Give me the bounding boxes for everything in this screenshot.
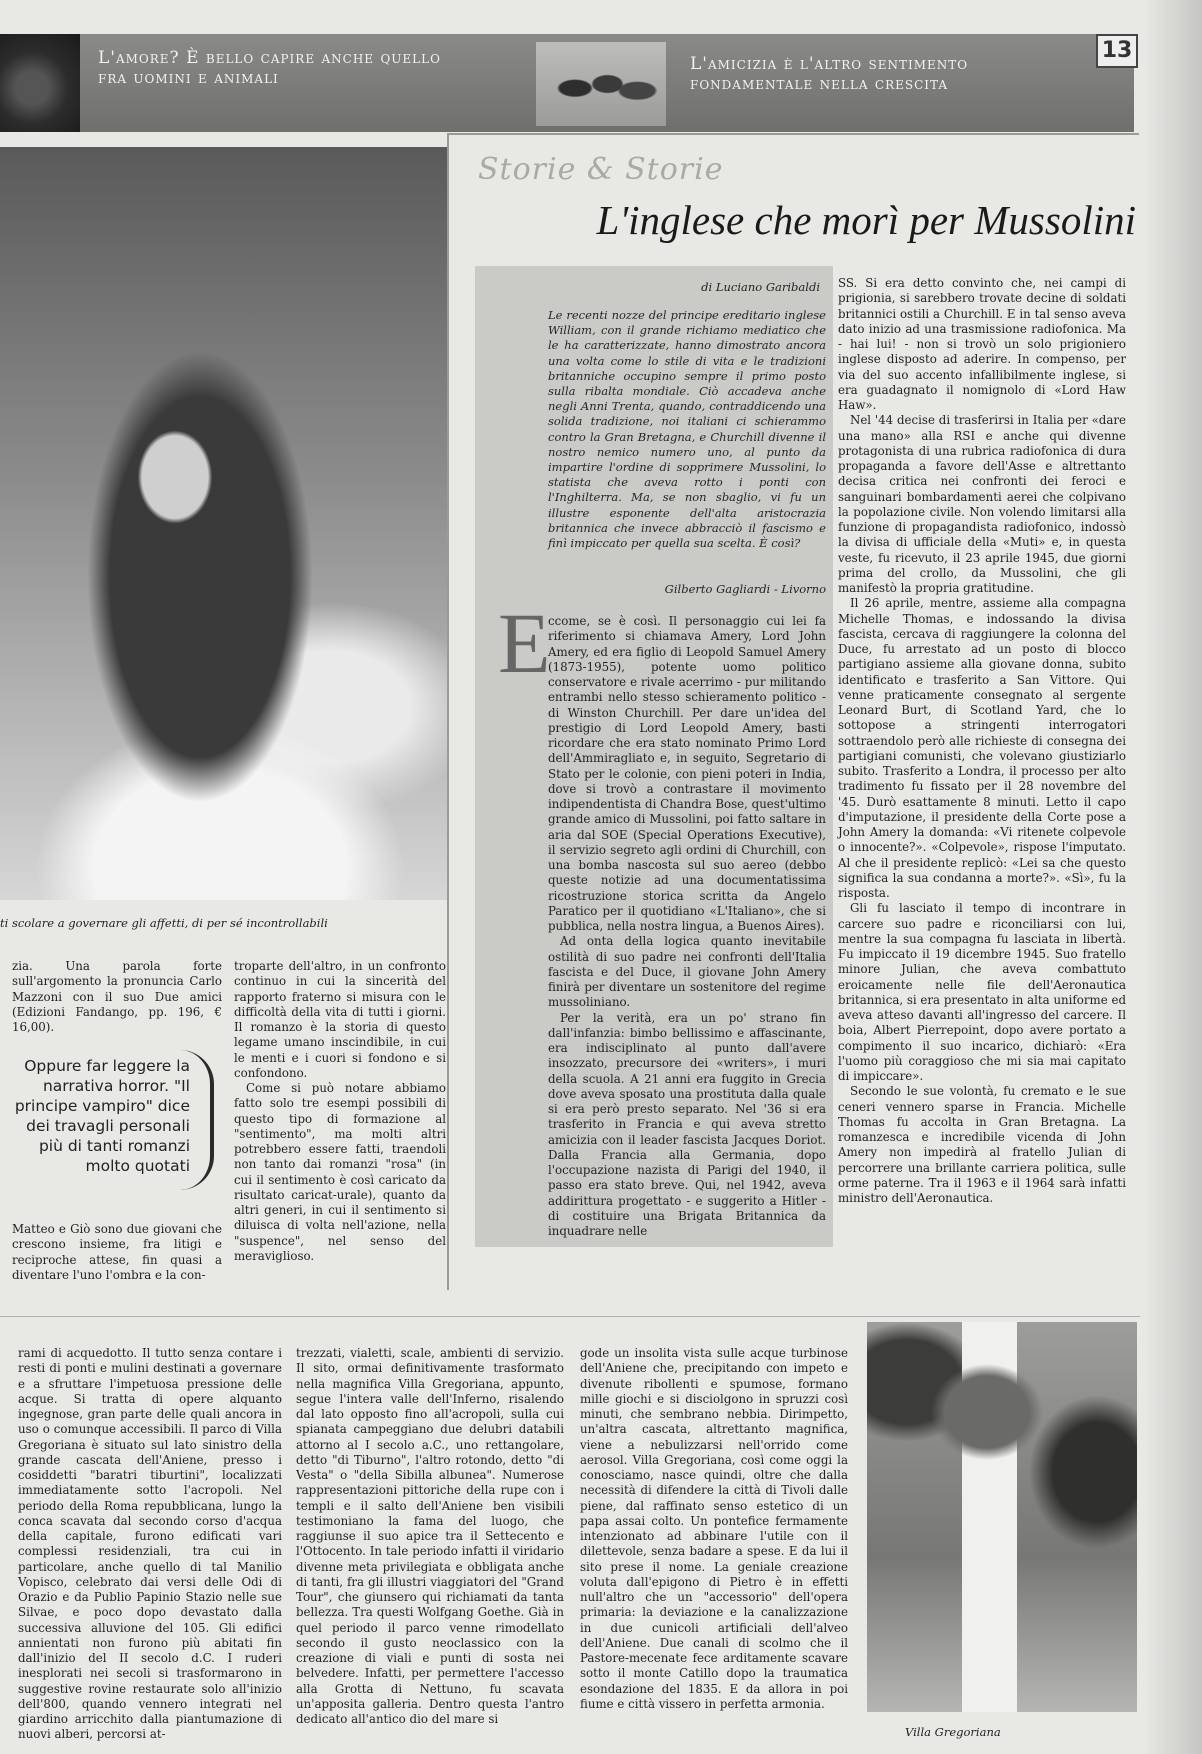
- article-paragraph: Nel '44 decise di trasferirsi in Italia per «dare una mano» alla RSI e anche qui divenne protagonista di una rubrica radiofonica di dura propaganda a favore dell'Asse e altrettanto decisa critica nei confronti dei feroci e sanguinari bombardamenti aerei che colpivano la popolazione civile. Non volendo limitarsi alla funzione di propagandista radiofonico, indossò la divisa di ufficiale della «Muti» e, in questa veste, fu ricevuto, il 23 aprile 1945, due giorni prima del crollo, da Mussolini, che gli manifestò la propria gratitudine.: [838, 413, 1126, 595]
- article-paragraph: Ad onta della logica quanto inevitabile ostilità di suo padre nei confronti dell'Italia fascista e del Duce, il giovane John Amery finirà per diventare un sostenitore del regime mussoliniano.: [548, 934, 826, 1010]
- article-paragraph: Gli fu lasciato il tempo di incontrare in carcere suo padre e riconciliarsi con lui, mentre la sua compagna fu lasciata in libertà. Fu impiccato il 19 dicembre 1945. Suo fratello minore Julian, che aveva combattuto eroicamente nelle file dell'Aeronautica britannica, si era presentato in alta uniforme ed aveva atteso davanti all'ingresso del carcere. Il boia, Albert Pierrepoint, dopo avere portato a compimento il suo incarico, dichiarò: «Era l'uomo più coraggioso che mi sia mai capitato di impiccare».: [838, 901, 1126, 1083]
- letter-signature: Gilberto Gagliardi - Livorno: [664, 582, 826, 596]
- header-left-photo: [0, 34, 80, 132]
- bottom-column-3: [580, 1346, 848, 1712]
- drop-cap: E: [498, 595, 551, 691]
- page-number: 13: [1096, 34, 1138, 68]
- article-column-2: [838, 276, 1126, 1206]
- reader-letter: Le recenti nozze del principe ereditario inglese William, con il grande richiamo mediatico che le ha caratterizzate, hanno dimostrato ancora una volta come lo stile di vita e le tradizioni britanniche occupino sempre il primo posto sulla ribalta mondiale. Ciò accadeva anche negli Anni Trenta, quando, contraddicendo una solida tradizione, noi italiani ci schierammo contro la Gran Bretagna, e Churchill divenne il nostro nemico numero uno, al punto da impartire l'ordine di sopprimere Mussolini, lo statista che aveva rotto i ponti con l'Inghilterra. Ma, se non sbaglio, vi fu un illustre esponente dell'alta aristocrazia britannica che invece abbracciò il fascismo e finì impiccato per quella sua scelta. È così?: [548, 308, 826, 551]
- body-paragraph: trezzati, vialetti, scale, ambienti di servizio. Il sito, ormai definitivamente trasformato nella magnifica Villa Gregoriana, appunto, segue l'intera valle dell'Inferno, risalendo dal lato opposto fino all'acropoli, sulla cui spianata campeggiano due delubri databili attorno al I secolo a.C., uno rettangolare, detto "di Tiburno", l'altro rotondo, detto "di Vesta" o "della Sibilla albunea". Numerose rappresentazioni pittoriche della rupe con i templi e il salto dell'Aniene ben visibili testimoniano la fama del luogo, che raggiunse il suo apice tra il Settecento e l'Ottocento. In tale periodo infatti il viridario divenne meta privilegiata e obbligata anche di tanti, fra gli illustri viaggiatori del "Grand Tour", che giunsero qui richiamati da tanta bellezza. Tra questi Wolfgang Goethe. Già in quel periodo il parco venne rimodellato secondo il gusto neoclassico con la creazione di viali e punti di sosta nei belvedere. Infatti, per permettere l'accesso alla Grotta di Nettuno, fu scavata un'apposita galleria. Dentro questa l'antro dedicato all'antico dio del mare si: [296, 1346, 564, 1726]
- body-paragraph: gode un insolita vista sulle acque turbinose dell'Aniene che, precipitando con impeto e divenute ribollenti e spumose, formano mille giochi e si disciolgono in spruzzi così minuti, che sembrano nebbia. Dirimpetto, un'altra cascata, altrettanto magnifica, viene a nebulizzarsi nell'orrido come aerosol. Villa Gregoriana, così come oggi la conosciamo, nasce quindi, oltre che dalla necessità di difendere la città di Tivoli dalle piene, dal raffinato senso estetico di un papa assai colto. Un pontefice fermamente intenzionato ad abbinare l'utile con il dilettevole, senza badare a spese. E da lui il sito prese il nome. La geniale creazione voluta dall'epigono di Pietro è in effetti null'altro che un "accessorio" dell'opera primaria: la deviazione e la canalizzazione in due cunicoli artificiali dell'alveo dell'Aniene. Due canali di scolmo che il Pastore-mecenate fece arditamente scavare sotto il monte Catillo dopo la traumatica esondazione del 1835. E da allora in poi fiume e città vissero in perfetta armonia.: [580, 1346, 848, 1711]
- article-paragraph: SS. Si era detto convinto che, nei campi di prigionia, si sarebbero trovate decine di soldati britannici ostili a Churchill. E in tal senso aveva dato inizio ad una trasmissione radiofonica. Ma - hai lui! - non si trovò un solo prigioniero inglese disposto ad aderire. In compenso, per via del suo accento infallibilmente inglese, si era guadagnato il nomignolo di «Lord Haw Haw».: [838, 276, 1126, 412]
- header-left-text: L'amore? È bello capire anche quello fra uomini e animali: [98, 48, 441, 88]
- lower-left-column-1: [12, 959, 222, 1035]
- villa-gregoriana-photo: [867, 1322, 1137, 1712]
- article-headline: L'inglese che morì per Mussolini: [596, 197, 1136, 243]
- villa-caption: Villa Gregoriana: [905, 1725, 1001, 1739]
- body-paragraph: Come si può notare abbiamo fatto solo tre esempi possibili di questo tipo di formazione al "sentimento", ma molti altri potrebbero essere fatti, traendoli non tanto dai romanzi "rosa" (in cui il sentimento è così caricato da risultato caricat-urale), quanto da altri generi, in cui il sentimento si diluisca di volta nell'azione, nella "suspence", nel senso del meraviglioso.: [234, 1081, 446, 1263]
- bottom-column-1: [18, 1346, 282, 1743]
- article-paragraph: Secondo le sue volontà, fu cremato e le sue ceneri vennero sparse in Francia. Michelle Thomas fu accolta in Gran Bretagna. La romanzesca e incredibile vicenda di John Amery non impedirà al fratello Julian di percorrere una brillante carriera politica, sulle orme paterne. Tra il 1963 e il 1964 sarà infatti ministro dell'Aeronautica.: [838, 1084, 1126, 1205]
- article-paragraph: Per la verità, era un po' strano fin dall'infanzia: bimbo bellissimo e affascinante, era indisciplinato al punto dall'avere insozzato, precursore dei «writers», i muri della scuola. A 21 anni era fuggito in Grecia dove aveva sposato una prostituta dalla quale si era però presto separato. Nel '36 si era trasferito in Francia e qui aveva stretto amicizia con il leader fascista Jacques Doriot. Dalla Francia alla Germania, dopo l'occupazione nazista di Parigi del 1940, il passo era stato breve. Qui, nel 1942, aveva addirittura progettato - e suggerito a Hitler - di costituire una Brigata Britannica da inquadrare nelle: [548, 1010, 826, 1238]
- article-paragraph: ccome, se è così. Il personaggio cui lei fa riferimento si chiamava Amery, Lord John Amery, ed era figlio di Leopold Samuel Amery (1873-1955), potente uomo politico conservatore e rivale acerrimo - pur militando entrambi nello stesso schieramento politico - di Winston Churchill. Per dare un'idea del prestigio di Lord Leopold Amery, basti ricordare che era stato nominato Primo Lord dell'Ammiragliato e, in seguito, Segretario di Stato per le colonie, con pieni poteri in India, dove si trovò a contrastare il movimento indipendentista di Chandra Bose, quest'ultimo grande amico di Mussolini, poi fatto saltare in aria dal SOE (Special Operations Executive), il servizio segreto agli ordini di Churchill, con una bomba nascosta sul suo aereo (debbo queste notizie ad una documentatissima ricostruzione storica scritta da Angelo Paratico per il quotidiano «L'Italiano», che si pubblica, nella nostra lingua, a Buenos Aires).: [548, 614, 826, 933]
- header-center-photo: [536, 42, 666, 126]
- body-paragraph: Matteo e Giò sono due giovani che crescono insieme, fra litigi e reciproche attese, fin quasi a diventare l'uno l'ombra e la con-: [12, 1222, 222, 1282]
- woman-photo: [0, 147, 447, 900]
- article-byline: di Luciano Garibaldi: [701, 280, 820, 294]
- pull-quote: Oppure far leggere la narrativa horror. "Il principe vampiro" dice dei travagli personali più di tanti romanzi molto quotati: [14, 1057, 190, 1175]
- pull-quote-bracket: [180, 1050, 214, 1190]
- bottom-column-2: [296, 1346, 564, 1727]
- photo-caption: ti scolare a governare gli affetti, di per sé incontrollabili: [0, 916, 328, 930]
- article-column-1: [548, 614, 826, 1239]
- lower-left-column-3: [12, 1222, 222, 1283]
- lower-left-column-2: [234, 959, 446, 1264]
- section-header: [0, 34, 1134, 132]
- body-paragraph: zia. Una parola forte sull'argomento la pronuncia Carlo Mazzoni con il suo Due amici (Edizioni Fandango, pp. 196, € 16,00).: [12, 959, 222, 1034]
- article-paragraph: Il 26 aprile, mentre, assieme alla compagna Michelle Thomas, e indossando la divisa fascista, cercava di raggiungere la colonna del Duce, fu arrestato ad un posto di blocco partigiano assieme alla giovane donna, subito identificato e trasferito a San Vittore. Qui venne praticamente consegnato al sergente Leonard Burt, di Scotland Yard, che lo sottopose a stringenti interrogatori sottraendolo però alle richieste di consegna dei partigiani comunisti, che volevano giustiziarlo subito. Trasferito a Londra, il processo per alto tradimento fu fissato per il 28 novembre del '45. Durò esattamente 8 minuti. Letto il capo d'imputazione, il presidente della Corte pose a John Amery la domanda: «Vi ritenete colpevole o innocente?». «Colpevole», rispose l'imputato. Al che il presidente replicò: «Lei sa che questo significa la sua condanna a morte?». «Sì», fu la risposta.: [838, 596, 1126, 900]
- body-paragraph: troparte dell'altro, in un confronto continuo in cui la sincerità del rapporto fraterno si misura con le difficoltà della vita di tutti i giorni. Il romanzo è la storia di questo legame umano inscindibile, in cui le menti e i cuori si fondono e si confondono.: [234, 959, 446, 1080]
- header-right-text: L'amicizia è l'altro sentimento fondamentale nella crescita: [690, 54, 969, 94]
- body-paragraph: rami di acquedotto. Il tutto senza contare i resti di ponti e mulini destinati a governare e a sfruttare l'impetuosa pressione delle acque. Si tratta di opere alquanto ingegnose, gran parte delle quali ancora in uso o comunque accessibili. Il parco di Villa Gregoriana è situato sul lato sinistro della grande cascata dell'Aniene, presso i cosiddetti "baratri tiburtini", localizzati immediatamente sotto l'acropoli. Nel periodo della Roma repubblicana, lungo la conca scavata dal secondo corso d'acqua della capitale, furono edificati vari complessi residenziali, tra cui in particolare, anche quello di tal Manilio Vopisco, celebrato dai versi delle Odi di Orazio e da Publio Papinio Stazio nelle sue Silvae, e poco dopo devastato dalla successiva alluvione del 105. Gli edifici annientati non furono più abitati fin dall'inizio del II secolo d.C. I ruderi inesplorati nei secoli si trasformarono in suggestive rovine restaurate solo all'inizio dell'800, quando vennero integrati nel giardino arricchito dalla piantumazione di nuovi alberi, percorsi at-: [18, 1346, 282, 1742]
- section-divider: [0, 1316, 1140, 1317]
- article-rubric: Storie & Storie: [478, 152, 724, 187]
